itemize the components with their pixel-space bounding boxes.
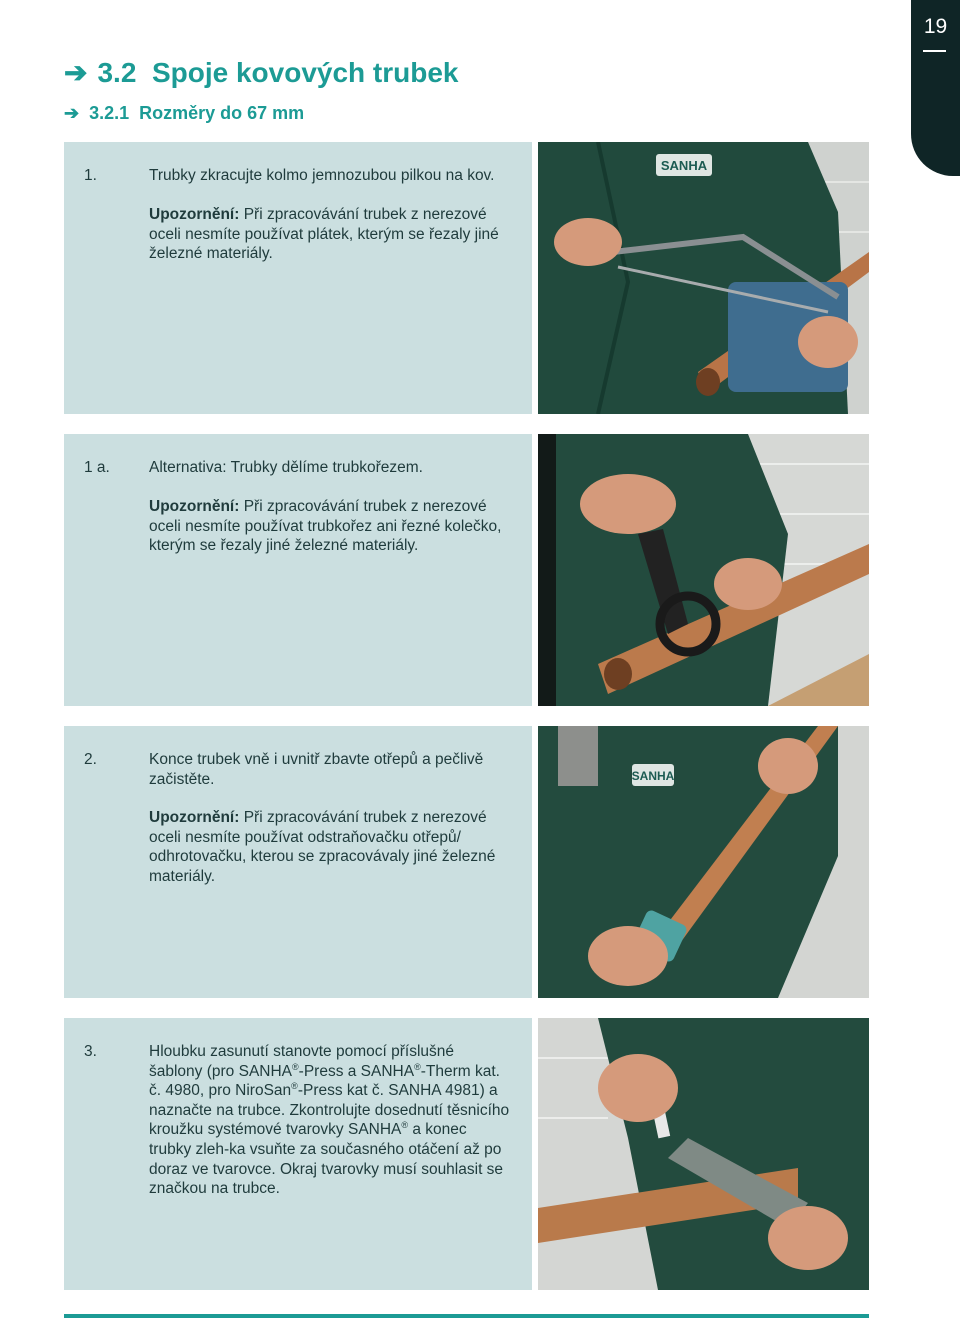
sanha-badge: SANHA [631, 769, 675, 783]
step-text: Trubky zkracujte kolmo jemnozubou pilkou na kov. [149, 167, 495, 184]
photo-marking-depth [538, 1018, 869, 1290]
section-title: 3.2 Spoje kovových trubek [97, 57, 459, 88]
step-note [149, 808, 499, 886]
step-number: 3. [84, 1043, 97, 1060]
page-number-tab [911, 0, 960, 176]
step-number: 1 a. [84, 459, 110, 476]
step-number: 2. [84, 751, 97, 768]
step-panel-3 [64, 1018, 532, 1290]
photo-deburring-tool [538, 726, 869, 998]
step-number: 1. [84, 167, 97, 184]
bottom-rule [64, 1314, 869, 1318]
photo-pipe-cutter [538, 434, 869, 706]
note-label: Upozornění: [149, 498, 240, 515]
page-number: 19 [923, 15, 948, 38]
note-label: Upozornění: [149, 809, 240, 826]
step-panel-2 [64, 726, 532, 998]
arrow-right-icon: ➔ [64, 103, 80, 123]
note-text: Při zpracovávání trubek z nerezové oceli nesmíte používat odstraňovačku otřepů/ odhrotovačku, kterou se zpracovávaly jiné železné materiály. [149, 809, 496, 885]
section-heading [64, 56, 459, 89]
subsection-title: 3.2.1 Rozměry do 67 mm [89, 103, 305, 123]
step-note [149, 497, 519, 556]
subsection-heading [64, 103, 304, 124]
step-text: Alternativa: Trubky dělíme trubkořezem. [149, 459, 423, 476]
step-note [149, 205, 519, 264]
note-text: Při zpracovávání trubek z nerezové oceli nesmíte používat trubkořez ani řezné kolečko, kterým se řezaly jiné železné materiály. [149, 498, 502, 555]
step-panel-1 [64, 142, 532, 414]
note-label: Upozornění: [149, 206, 240, 223]
sanha-badge: SANHA [660, 158, 708, 173]
note-text: Při zpracovávání trubek z nerezové oceli nesmíte používat plátek, kterým se řezaly jiné železné materiály. [149, 206, 499, 263]
page-number-rule [923, 50, 946, 52]
step-panel-1a [64, 434, 532, 706]
photo-hacksaw [538, 142, 869, 414]
arrow-right-icon: ➔ [64, 57, 88, 88]
step-text: Konce trubek vně i uvnitř zbavte otřepů a pečlivě začistěte. [149, 751, 484, 788]
step-text: Hloubku zasunutí stanovte pomocí příslušné šablony (pro SANHA®-Press a SANHA®-Therm kat. č. 4980, pro NiroSan®-Press kat č. SANHA 4981) a naznačte na trubce. Zkontrolujte dosednutí těsnicího kroužku systémové tvarovky SANHA® a konec trubky zleh-ka vsuňte za současného otáčení až po doraz ve tvarovce. Okraj tvarovky musí souhlasit se značkou na trubce. [149, 1043, 510, 1198]
